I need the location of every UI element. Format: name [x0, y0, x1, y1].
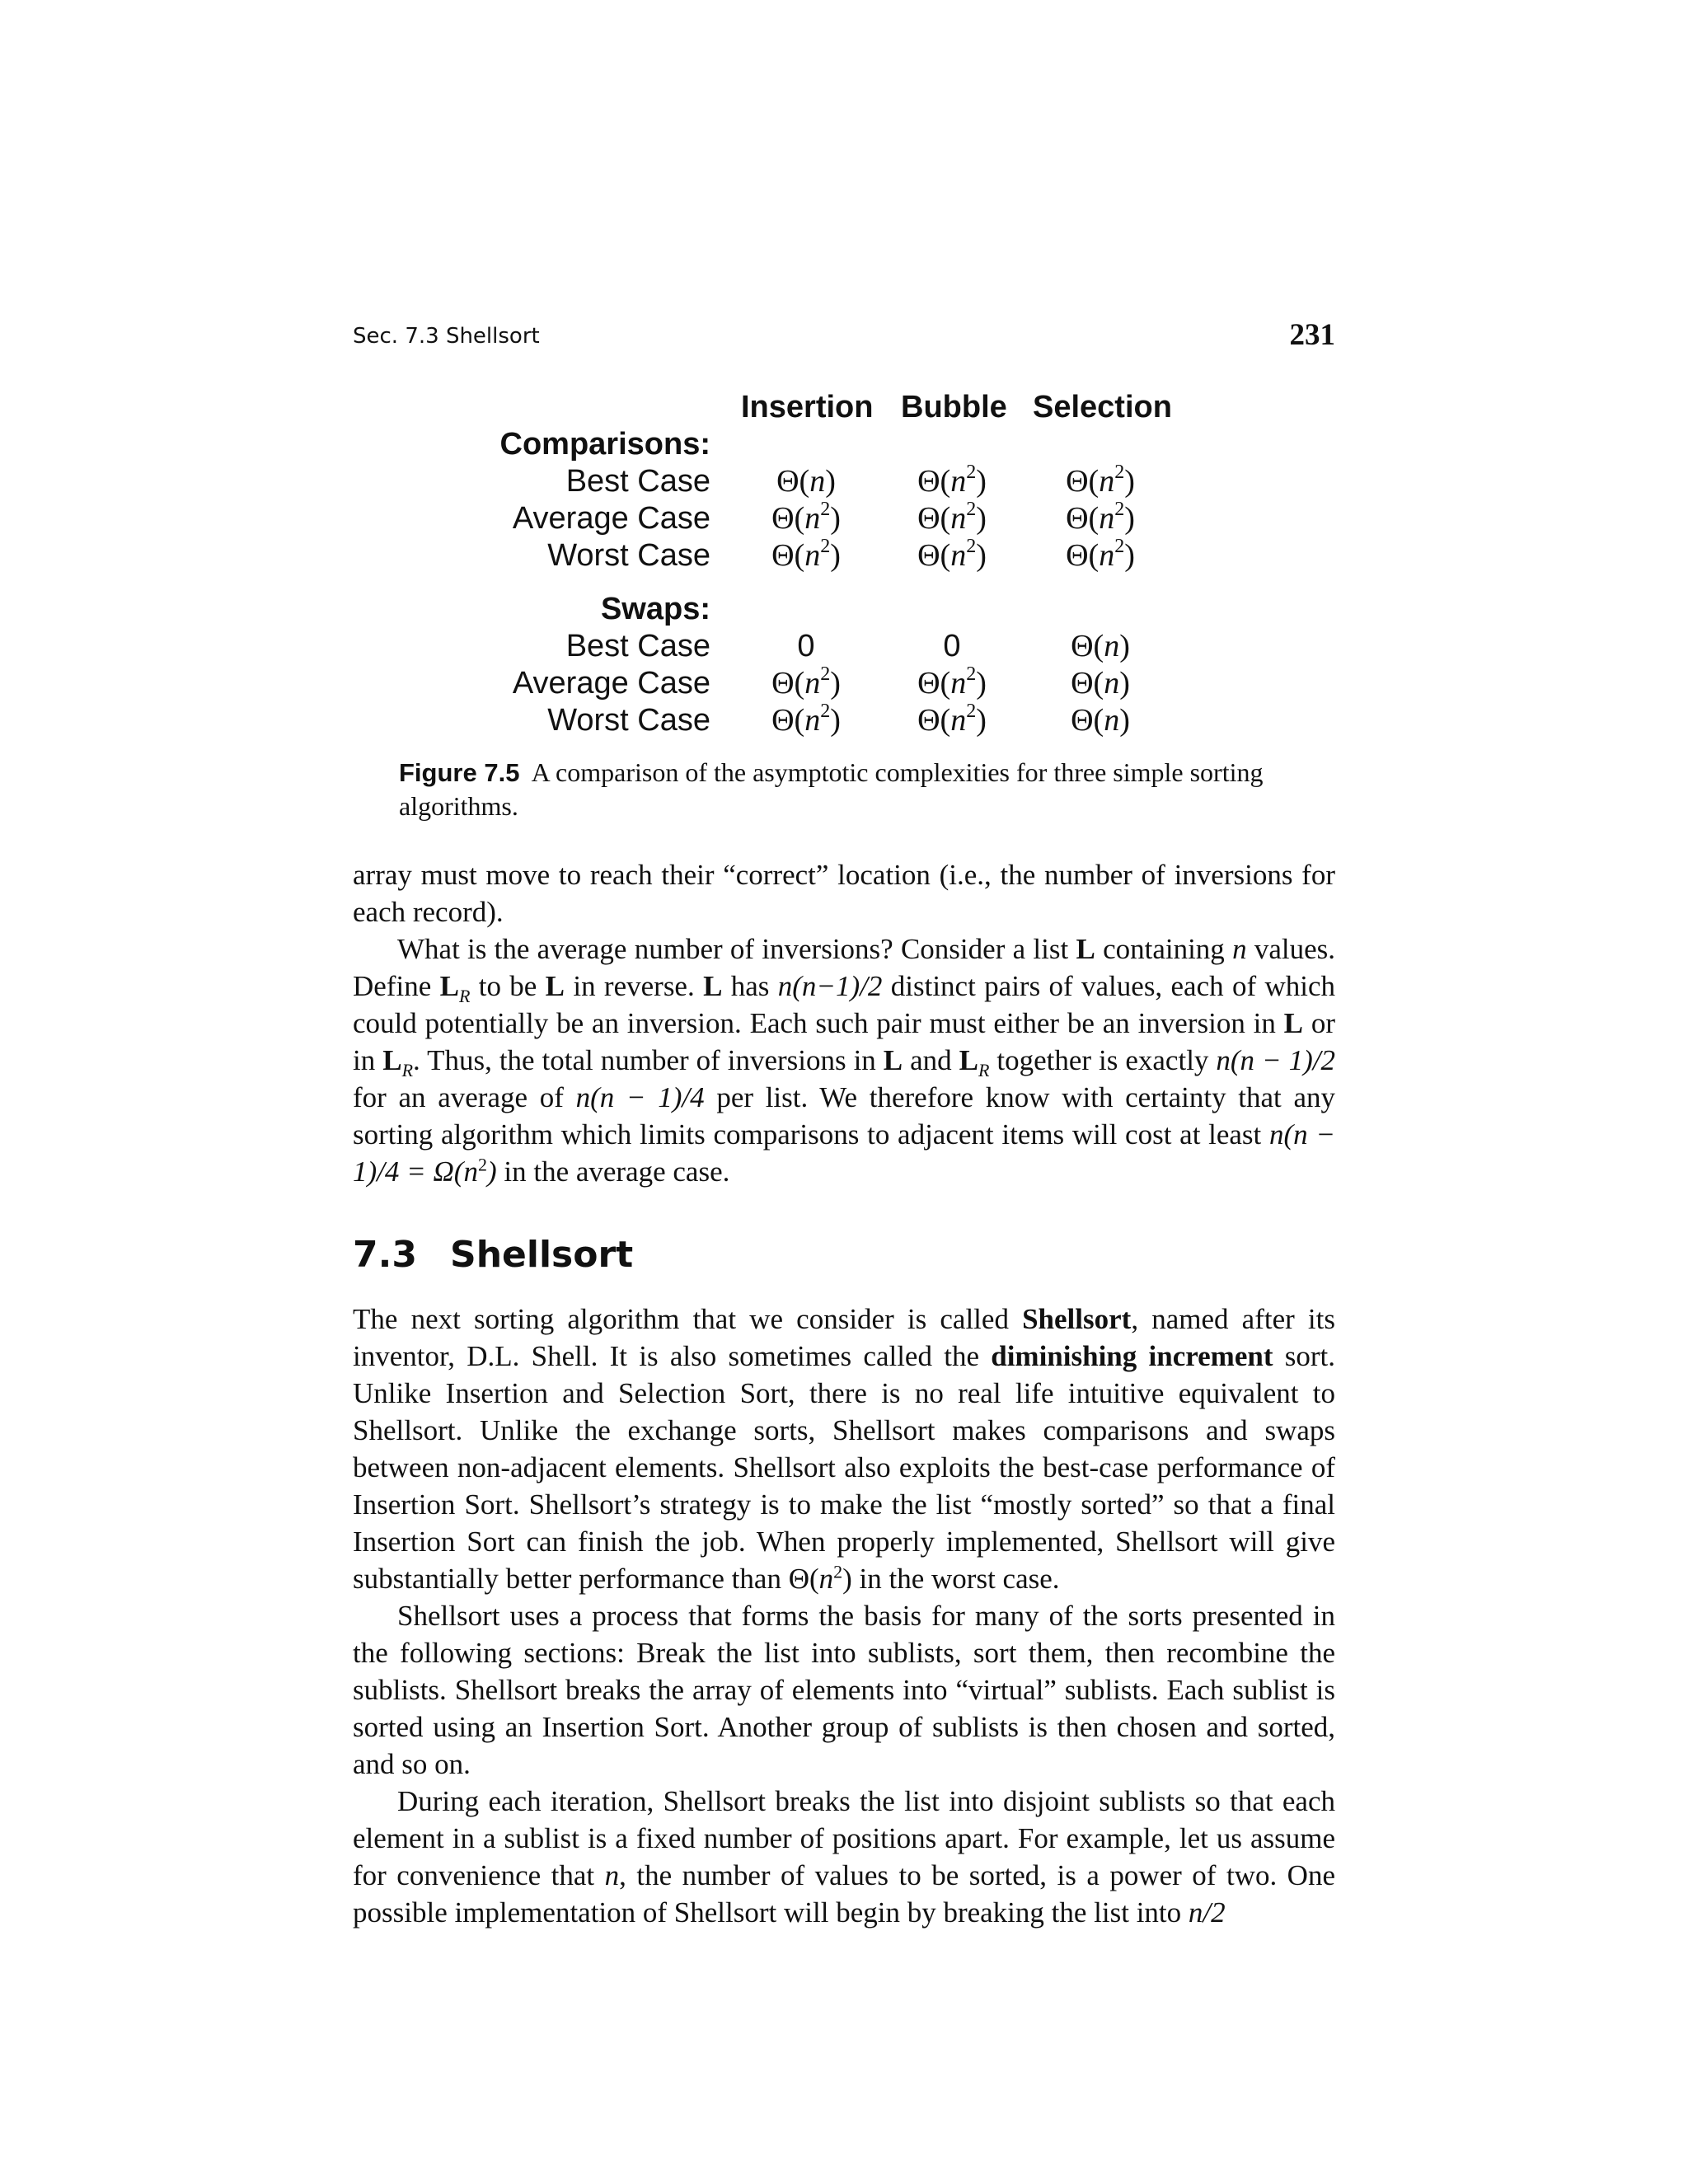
section-number: 7.3	[353, 1234, 417, 1276]
paragraph-shellsort-intro: The next sorting algorithm that we consider is called Shellsort, named after its inventor, D.L. Shell. It is also sometimes called the diminishing increment sort. Unlike Insertion and Selection Sort, there is no real life intuitive equivalent to Shellsort. Unlike the exchange sorts, Shellsort makes comparisons and swaps between non-adjacent elements. Shellsort also exploits the best-case performance of Insertion Sort. Shellsort’s strategy is to make the list “mostly sorted” so that a final Insertion Sort can finish the job. When properly implemented, Shellsort will give substantially better performance than $\Theta(n^2)$ in the worst case.	[353, 1303, 1336, 1595]
complexity-value: $\Theta(n^2)$	[917, 663, 987, 701]
complexity-value: $\Theta(n^2)$	[917, 701, 987, 738]
complexity-value: 0	[943, 629, 961, 663]
complexity-value: $\Theta(n^2)$	[1066, 536, 1135, 573]
row-label: Best Case	[565, 629, 710, 663]
figure-caption	[399, 756, 1339, 823]
page-number: 231	[1289, 318, 1335, 352]
paragraph-iteration: During each iteration, Shellsort breaks the list into disjoint sublists so that each element in a sublist is a fixed number of positions apart. For example, let us assume for convenience that n, the number of values to be sorted, is a power of two. One possible implementation of Shellsort will begin by breaking the list into n/2	[353, 1785, 1335, 1929]
complexity-value: Θ(n)	[1071, 703, 1130, 738]
group-title-swaps: Swaps:	[600, 592, 710, 626]
body-text-upper	[353, 856, 1335, 1190]
complexity-value: 0	[797, 629, 815, 663]
complexity-value: $\Theta(n^2)$	[771, 536, 841, 573]
paragraph-inversions: What is the average number of inversions? Consider a list L containing n values. Define $L_R$ to be L in reverse. L has n(n−1)/2 distinct pairs of values, each of which could potentially be an inversion. Each such pair must either be an inversion in L or in $L_R$. Thus, the total number of inversions in L and $L_R$ together is exactly n(n − 1)/2 for an average of n(n − 1)/4 per list. We therefore know with certainty that any sorting algorithm which limits comparisons to adjacent items will cost at least $n(n - 1)/4 = \Omega(n^2)$ in the average case.	[353, 933, 1336, 1188]
complexity-table	[0, 0, 1688, 742]
section-running-title: Sec. 7.3 Shellsort	[353, 324, 540, 349]
complexity-value: $\Theta(n^2)$	[771, 701, 841, 738]
complexity-value: $\Theta(n^2)$	[1066, 499, 1135, 536]
complexity-value: Θ(n)	[776, 464, 836, 499]
row-label: Best Case	[565, 464, 710, 499]
complexity-value: $\Theta(n^2)$	[917, 536, 987, 573]
complexity-value: $\Theta(n^2)$	[917, 462, 987, 499]
column-header-selection: Selection	[1033, 390, 1172, 424]
paragraph-continuation: array must move to reach their “correct” location (i.e., the number of inversions for each record).	[353, 859, 1335, 928]
figure-caption-text: A comparison of the asymptotic complexities for three simple sorting algorithms.	[399, 757, 1264, 821]
paragraph-sublists: Shellsort uses a process that forms the basis for many of the sorts presented in the following sections: Break the list into sublists, sort them, then recombine the sublists. Shellsort breaks the array of elements into “virtual” sublists. Each sublist is sorted using an Insertion Sort. Another group of sublists is then chosen and sorted, and so on.	[353, 1600, 1335, 1780]
row-label: Average Case	[512, 666, 710, 701]
complexity-value: $\Theta(n^2)$	[917, 499, 987, 536]
complexity-value: Θ(n)	[1071, 666, 1130, 701]
row-label: Worst Case	[547, 703, 710, 738]
group-title-comparisons: Comparisons:	[499, 427, 710, 462]
body-text-lower	[353, 1301, 1335, 1931]
column-header-bubble: Bubble	[901, 390, 1007, 424]
section-title: Shellsort	[450, 1234, 634, 1276]
figure-label: Figure 7.5	[399, 758, 520, 787]
column-header-insertion: Insertion	[741, 390, 874, 424]
section-heading	[353, 1234, 633, 1276]
row-label: Average Case	[512, 501, 710, 536]
complexity-value: $\Theta(n^2)$	[1066, 462, 1135, 499]
row-label: Worst Case	[547, 538, 710, 573]
complexity-value: $\Theta(n^2)$	[771, 499, 841, 536]
complexity-value: $\Theta(n^2)$	[771, 663, 841, 701]
complexity-value: Θ(n)	[1071, 629, 1130, 663]
